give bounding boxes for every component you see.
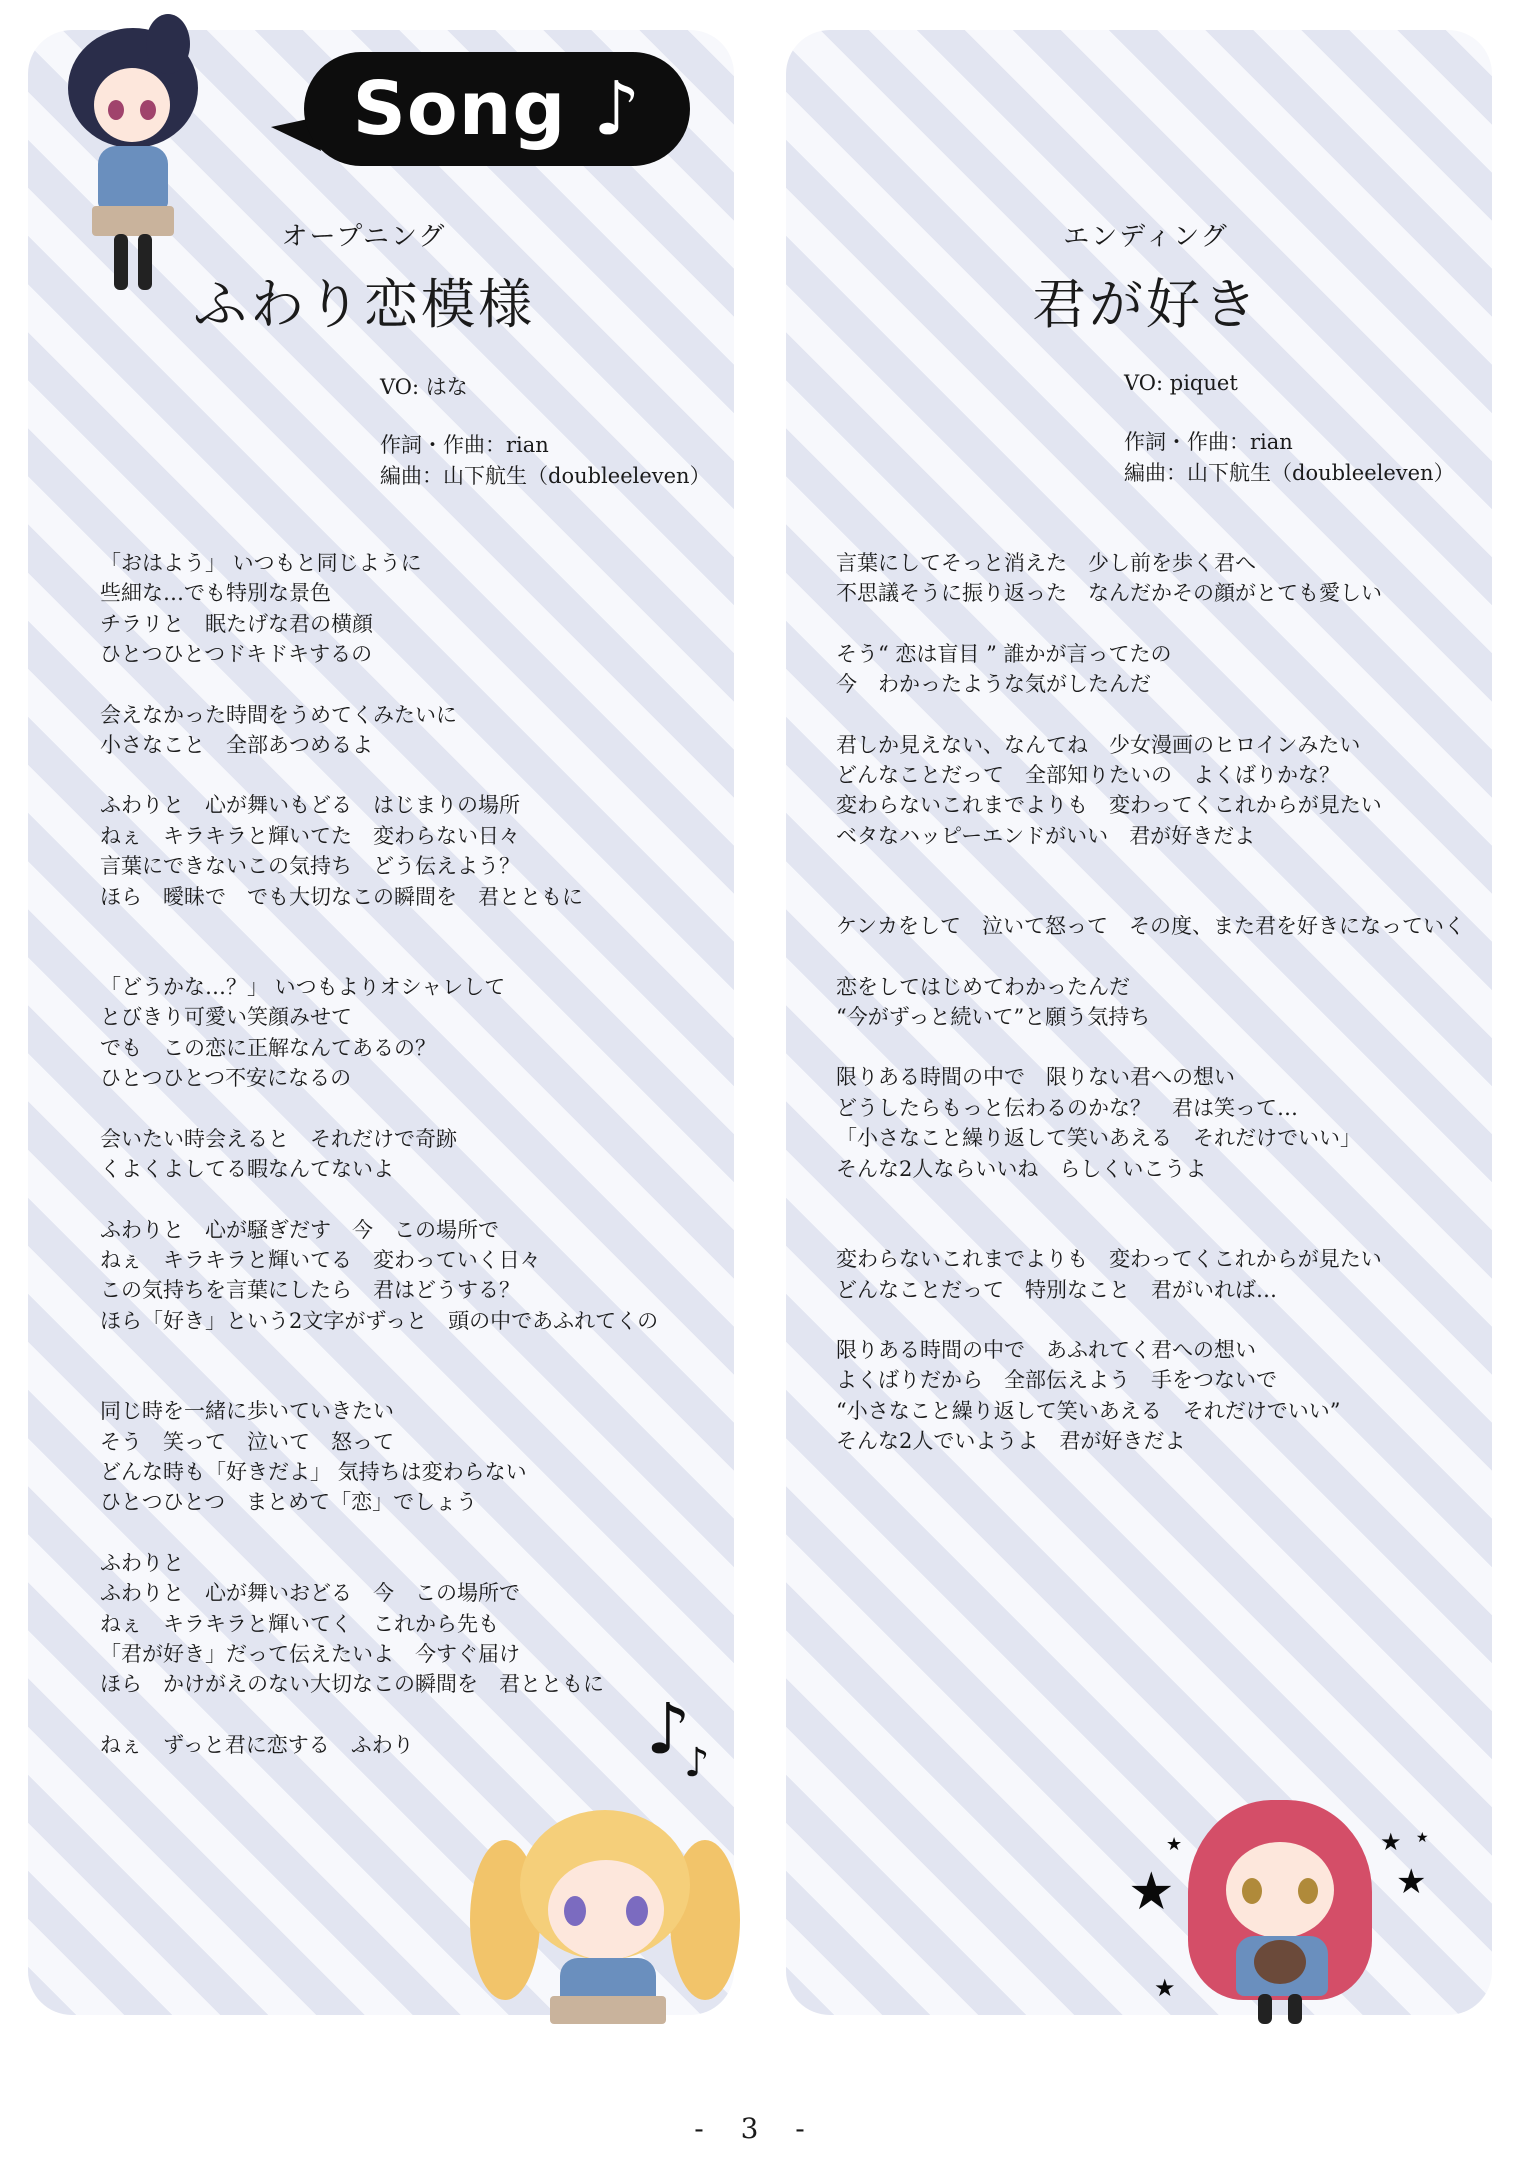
lyric-line: 「どうかな…？」 いつもよりオシャレして: [100, 975, 506, 1000]
lyric-line: 限りある時間の中で 限りない君への想い: [836, 1065, 1235, 1090]
lyric-line: ひとつひとつ不安になるの: [100, 1066, 352, 1091]
lyric-line: そう“ 恋は盲目 ” 誰かが言ってたの: [836, 641, 1172, 666]
opening-lyrics: [100, 548, 658, 1790]
star-icon: ★: [1166, 1834, 1183, 1855]
lyric-stanza: [100, 1215, 658, 1337]
lyric-line: 会えなかった時間をうめてくみたいに: [100, 702, 457, 727]
lyric-stanza: [836, 1335, 1465, 1457]
lyric-stanza: [836, 1062, 1465, 1184]
lyric-line: そんな2人でいようよ 君が好きだよ: [836, 1429, 1186, 1454]
opening-title: ふわり恋模様: [193, 273, 535, 336]
chibi-character-blonde: [470, 1800, 750, 2030]
lyric-line: ひとつひとつ まとめて「恋」でしょう: [100, 1490, 478, 1515]
lyric-line: 「君が好き」だって伝えたいよ 今すぐ届け: [100, 1641, 520, 1666]
lyric-line: どんなことだって 全部知りたいの よくばりかな？: [836, 763, 1340, 788]
lyric-line: ねぇ キラキラと輝いてく これから先も: [100, 1611, 499, 1636]
lyric-line: 同じ時を一緒に歩いていきたい: [100, 1399, 394, 1424]
lyric-stanza: [836, 548, 1465, 609]
lyric-line: くよくよしてる暇なんてないよ: [100, 1157, 394, 1182]
lyric-line: 変わらないこれまでよりも 変わってくこれからが見たい: [836, 793, 1382, 818]
lyric-stanza: [100, 1396, 658, 1518]
lyric-line: ひとつひとつドキドキするの: [100, 642, 373, 667]
chibi-character-dark-hair: [58, 8, 208, 298]
lyric-line: ねぇ ずっと君に恋する ふわり: [100, 1732, 414, 1757]
ending-vocal: VO: piquet: [1124, 371, 1238, 395]
lyric-line: ふわりと: [100, 1550, 184, 1575]
lyric-line: どんなことだって 特別なこと 君がいれば…: [836, 1277, 1277, 1302]
lyric-line: ねぇ キラキラと輝いてる 変わっていく日々: [100, 1247, 541, 1272]
lyric-stanza: [836, 730, 1465, 852]
lyric-line: ふわりと 心が舞いもどる はじまりの場所: [100, 793, 520, 818]
music-note-icon: ♪: [684, 1740, 710, 1786]
star-icon: ★: [1154, 1974, 1176, 2002]
lyric-line: ケンカをして 泣いて怒って その度、また君を好きになっていく: [836, 914, 1465, 939]
lyric-stanza: [100, 1124, 658, 1185]
music-note-icon: ♪: [646, 1688, 691, 1770]
ending-credit-arrangement: 編曲：山下航生（doubleeleven）: [1124, 461, 1455, 485]
ending-title: 君が好き: [1032, 273, 1260, 336]
lyric-line: ねぇ キラキラと輝いてた 変わらない日々: [100, 823, 520, 848]
lyric-line: どうしたらもっと伝わるのかな？ 君は笑って…: [836, 1095, 1298, 1120]
lyric-line: よくばりだから 全部伝えよう 手をつないで: [836, 1368, 1277, 1393]
lyric-line: この気持ちを言葉にしたら 君はどうする？: [100, 1278, 520, 1303]
lyric-line: 「おはよう」 いつもと同じように: [100, 551, 422, 575]
lyric-line: “今がずっと続いて”と願う気持ち: [836, 1005, 1151, 1030]
lyric-line: ベタなハッピーエンドがいい 君が好きだよ: [836, 823, 1256, 848]
lyric-line: 今 わかったような気がしたんだ: [836, 672, 1151, 697]
star-icon: ★: [1416, 1830, 1429, 1846]
lyric-line: チラリと 眠たげな君の横顔: [100, 611, 373, 636]
lyric-line: ほら 曖昧で でも大切なこの瞬間を 君とともに: [100, 884, 583, 909]
lyric-line: ふわりと 心が舞いおどる 今 この場所で: [100, 1581, 520, 1606]
song-heading: Song ♪: [352, 66, 642, 152]
lyric-line: 些細な…でも特別な景色: [100, 581, 331, 606]
opening-label: オープニング: [281, 222, 447, 252]
lyric-stanza: [100, 1548, 658, 1700]
lyric-line: 限りある時間の中で あふれてく君への想い: [836, 1337, 1256, 1362]
lyric-line: 小さなこと 全部あつめるよ: [100, 733, 373, 758]
lyric-stanza: [100, 700, 658, 761]
lyric-line: 会いたい時会えると それだけで奇跡: [100, 1126, 457, 1151]
lyric-line: どんな時も「好きだよ」 気持ちは変わらない: [100, 1459, 527, 1484]
lyric-line: ほら かけがえのない大切なこの瞬間を 君とともに: [100, 1672, 604, 1697]
star-icon: ★: [1396, 1862, 1427, 1902]
lyric-line: 不思議そうに振り返った なんだかその顔がとても愛しい: [836, 581, 1382, 606]
page-number: - 3 -: [694, 2112, 819, 2145]
lyric-line: 恋をしてはじめてわかったんだ: [836, 974, 1130, 999]
lyric-line: でも この恋に正解なんてあるの？: [100, 1035, 436, 1060]
ending-lyrics: [836, 548, 1465, 1487]
opening-credit-lyrics: 作詞・作曲：rian: [380, 433, 549, 457]
lyric-stanza: [836, 1244, 1465, 1305]
lyric-stanza: [100, 548, 658, 670]
star-icon: ★: [1128, 1862, 1175, 1922]
lyric-line: 「小さなこと繰り返して笑いあえる それだけでいい」: [836, 1126, 1361, 1151]
lyric-line: 君しか見えない、なんてね 少女漫画のヒロインみたい: [836, 732, 1361, 757]
star-icon: ★: [1380, 1828, 1402, 1856]
lyric-stanza: [100, 972, 658, 1094]
lyric-line: ふわりと 心が騒ぎだす 今 この場所で: [100, 1217, 499, 1242]
opening-credit-arrangement: 編曲：山下航生（doubleeleven）: [380, 464, 711, 488]
lyric-line: ほら「好き」という2文字がずっと 頭の中であふれてくの: [100, 1308, 659, 1333]
lyric-line: そう 笑って 泣いて 怒って: [100, 1429, 394, 1454]
lyric-stanza: [100, 790, 658, 912]
ending-credit-lyrics: 作詞・作曲：rian: [1124, 430, 1293, 454]
lyric-stanza: [836, 911, 1465, 941]
lyric-line: 言葉にできないこの気持ち どう伝えよう？: [100, 854, 520, 879]
lyric-stanza: [836, 639, 1465, 700]
lyric-line: 言葉にしてそっと消えた 少し前を歩く君へ: [836, 551, 1256, 575]
ending-label: エンディング: [1063, 222, 1229, 252]
lyric-line: “小さなこと繰り返して笑いあえる それだけでいい”: [836, 1398, 1341, 1423]
lyric-line: とびきり可愛い笑顔みせて: [100, 1005, 352, 1030]
lyric-stanza: [836, 972, 1465, 1033]
opening-vocal: VO: はな: [380, 375, 468, 399]
song-speech-bubble: [304, 52, 690, 166]
lyric-line: そんな2人ならいいね らしくいこうよ: [836, 1156, 1207, 1181]
lyric-line: 変わらないこれまでよりも 変わってくこれからが見たい: [836, 1247, 1382, 1272]
chibi-character-red-hair: [1180, 1790, 1380, 2030]
lyric-stanza: [100, 1730, 658, 1760]
